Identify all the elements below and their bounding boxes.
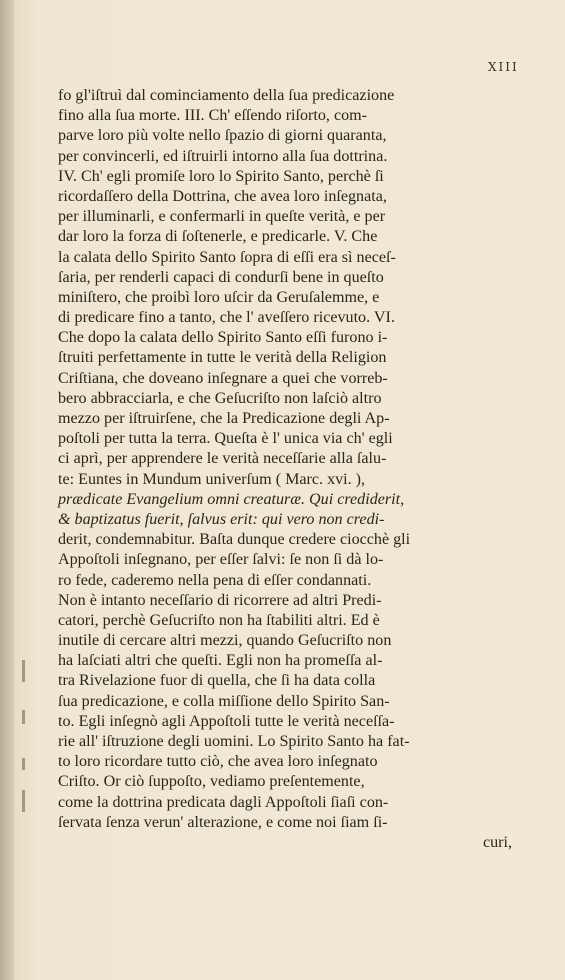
- text-line: di predicare fino a tanto, che l' aveſſero ricevuto. VI.: [58, 309, 395, 327]
- text-line: derit, condemnabitur. Baſta dunque credere ciocchè gli: [58, 531, 411, 549]
- page-number: XIII: [488, 60, 519, 74]
- margin-mark: [22, 710, 25, 724]
- text-line: inutile di cercare altri mezzi, quando Geſucriſto non: [58, 632, 392, 650]
- margin-bleed-marks: [22, 640, 30, 820]
- text-line: rie all' iſtruzione degli uomini. Lo Spirito Santo ha fat-: [58, 733, 410, 750]
- text-line: ſua predicazione, e colla miſſione dello Spirito San-: [58, 692, 390, 710]
- text-line: parve loro più volte nello ſpazio di giorni quaranta,: [58, 127, 387, 145]
- text-line: ro fede, caderemo nella pena di eſſer condannati.: [58, 571, 372, 589]
- text-line: fo gl'iſtruì dal cominciamento della ſua predicazione: [58, 87, 395, 104]
- text-line: ſaria, per renderli capaci di condurſi bene in queſto: [58, 268, 384, 286]
- text-line-last: curi,: [482, 833, 512, 851]
- text-line: te: Euntes in Mundum univerſum ( Marc. xvi. ),: [58, 470, 366, 488]
- text-line: dar loro la forza di ſoſtenerle, e predicarle. V. Che: [58, 228, 378, 246]
- text-line: la calata dello Spirito Santo ſopra di eſſi era sì neceſ-: [58, 248, 396, 266]
- text-line: Non è intanto neceſſario di ricorrere ad altri Predi-: [58, 591, 382, 609]
- text-line: Appoſtoli inſegnano, per eſſer ſalvi: ſe non ſi dà lo-: [58, 551, 384, 569]
- text-line: ha laſciati altri che queſti. Egli non ha promeſſa al-: [58, 652, 383, 670]
- text-line: per illuminarli, e confermarli in queſte verità, e per: [58, 208, 386, 226]
- text-line: per convincerli, ed iſtruirli intorno alla ſua dottrina.: [58, 147, 388, 165]
- latin-quote-line: & baptizatus fuerit, ſalvus erit: qui vero non credi-: [58, 510, 385, 528]
- text-line: Criſto. Or ciò ſuppoſto, vediamo preſentemente,: [58, 773, 365, 791]
- text-line: Che dopo la calata dello Spirito Santo eſſi furono i-: [58, 329, 388, 347]
- margin-mark: [22, 758, 25, 770]
- body-text: [58, 86, 530, 853]
- margin-mark: [22, 660, 25, 682]
- text-line: ricordaſſero della Dottrina, che avea loro inſegnata,: [58, 187, 387, 205]
- text-line: tra Rivelazione fuor di quella, che ſi ha data colla: [58, 672, 376, 690]
- text-line: miniſtero, che proibì loro uſcir da Geruſalemme, e: [58, 288, 380, 306]
- text-line: mezzo per iſtruirſene, che la Predicazione degli Ap-: [58, 410, 390, 427]
- text-line: to loro ricordare tutto ciò, che avea loro inſegnato: [58, 753, 378, 771]
- text-line: ci aprì, per apprendere le verità neceſſarie alla ſalu-: [58, 450, 387, 468]
- text-line: to. Egli inſegnò agli Appoſtoli tutte le verità neceſſa-: [58, 712, 395, 730]
- text-line: ſervata ſenza verun' alterazione, e come noi ſiam ſi-: [58, 813, 388, 831]
- text-line: Criſtiana, che doveano inſegnare a quei che vorreb-: [58, 369, 388, 387]
- page-gutter: [0, 0, 14, 980]
- text-line: bero abbracciarla, e che Geſucriſto non laſciò altro: [58, 389, 382, 407]
- text-line: poſtoli per tutta la terra. Queſta è l' unica via ch' egli: [58, 430, 393, 448]
- latin-quote-line: prædicate Evangelium omni creaturæ. Qui crediderit,: [58, 490, 405, 508]
- margin-mark: [22, 790, 25, 812]
- text-line: catori, perchè Geſucriſto non ha ſtabiliti altri. Ed è: [58, 611, 380, 629]
- text-line: ſtruiti perfettamente in tutte le verità della Religion: [58, 349, 387, 367]
- text-line: IV. Ch' egli promiſe loro lo Spirito Santo, perchè ſi: [58, 167, 384, 185]
- text-line: fino alla ſua morte. III. Ch' eſſendo riſorto, com-: [58, 107, 368, 125]
- text-line: come la dottrina predicata dagli Appoſtoli ſiaſi con-: [58, 793, 389, 811]
